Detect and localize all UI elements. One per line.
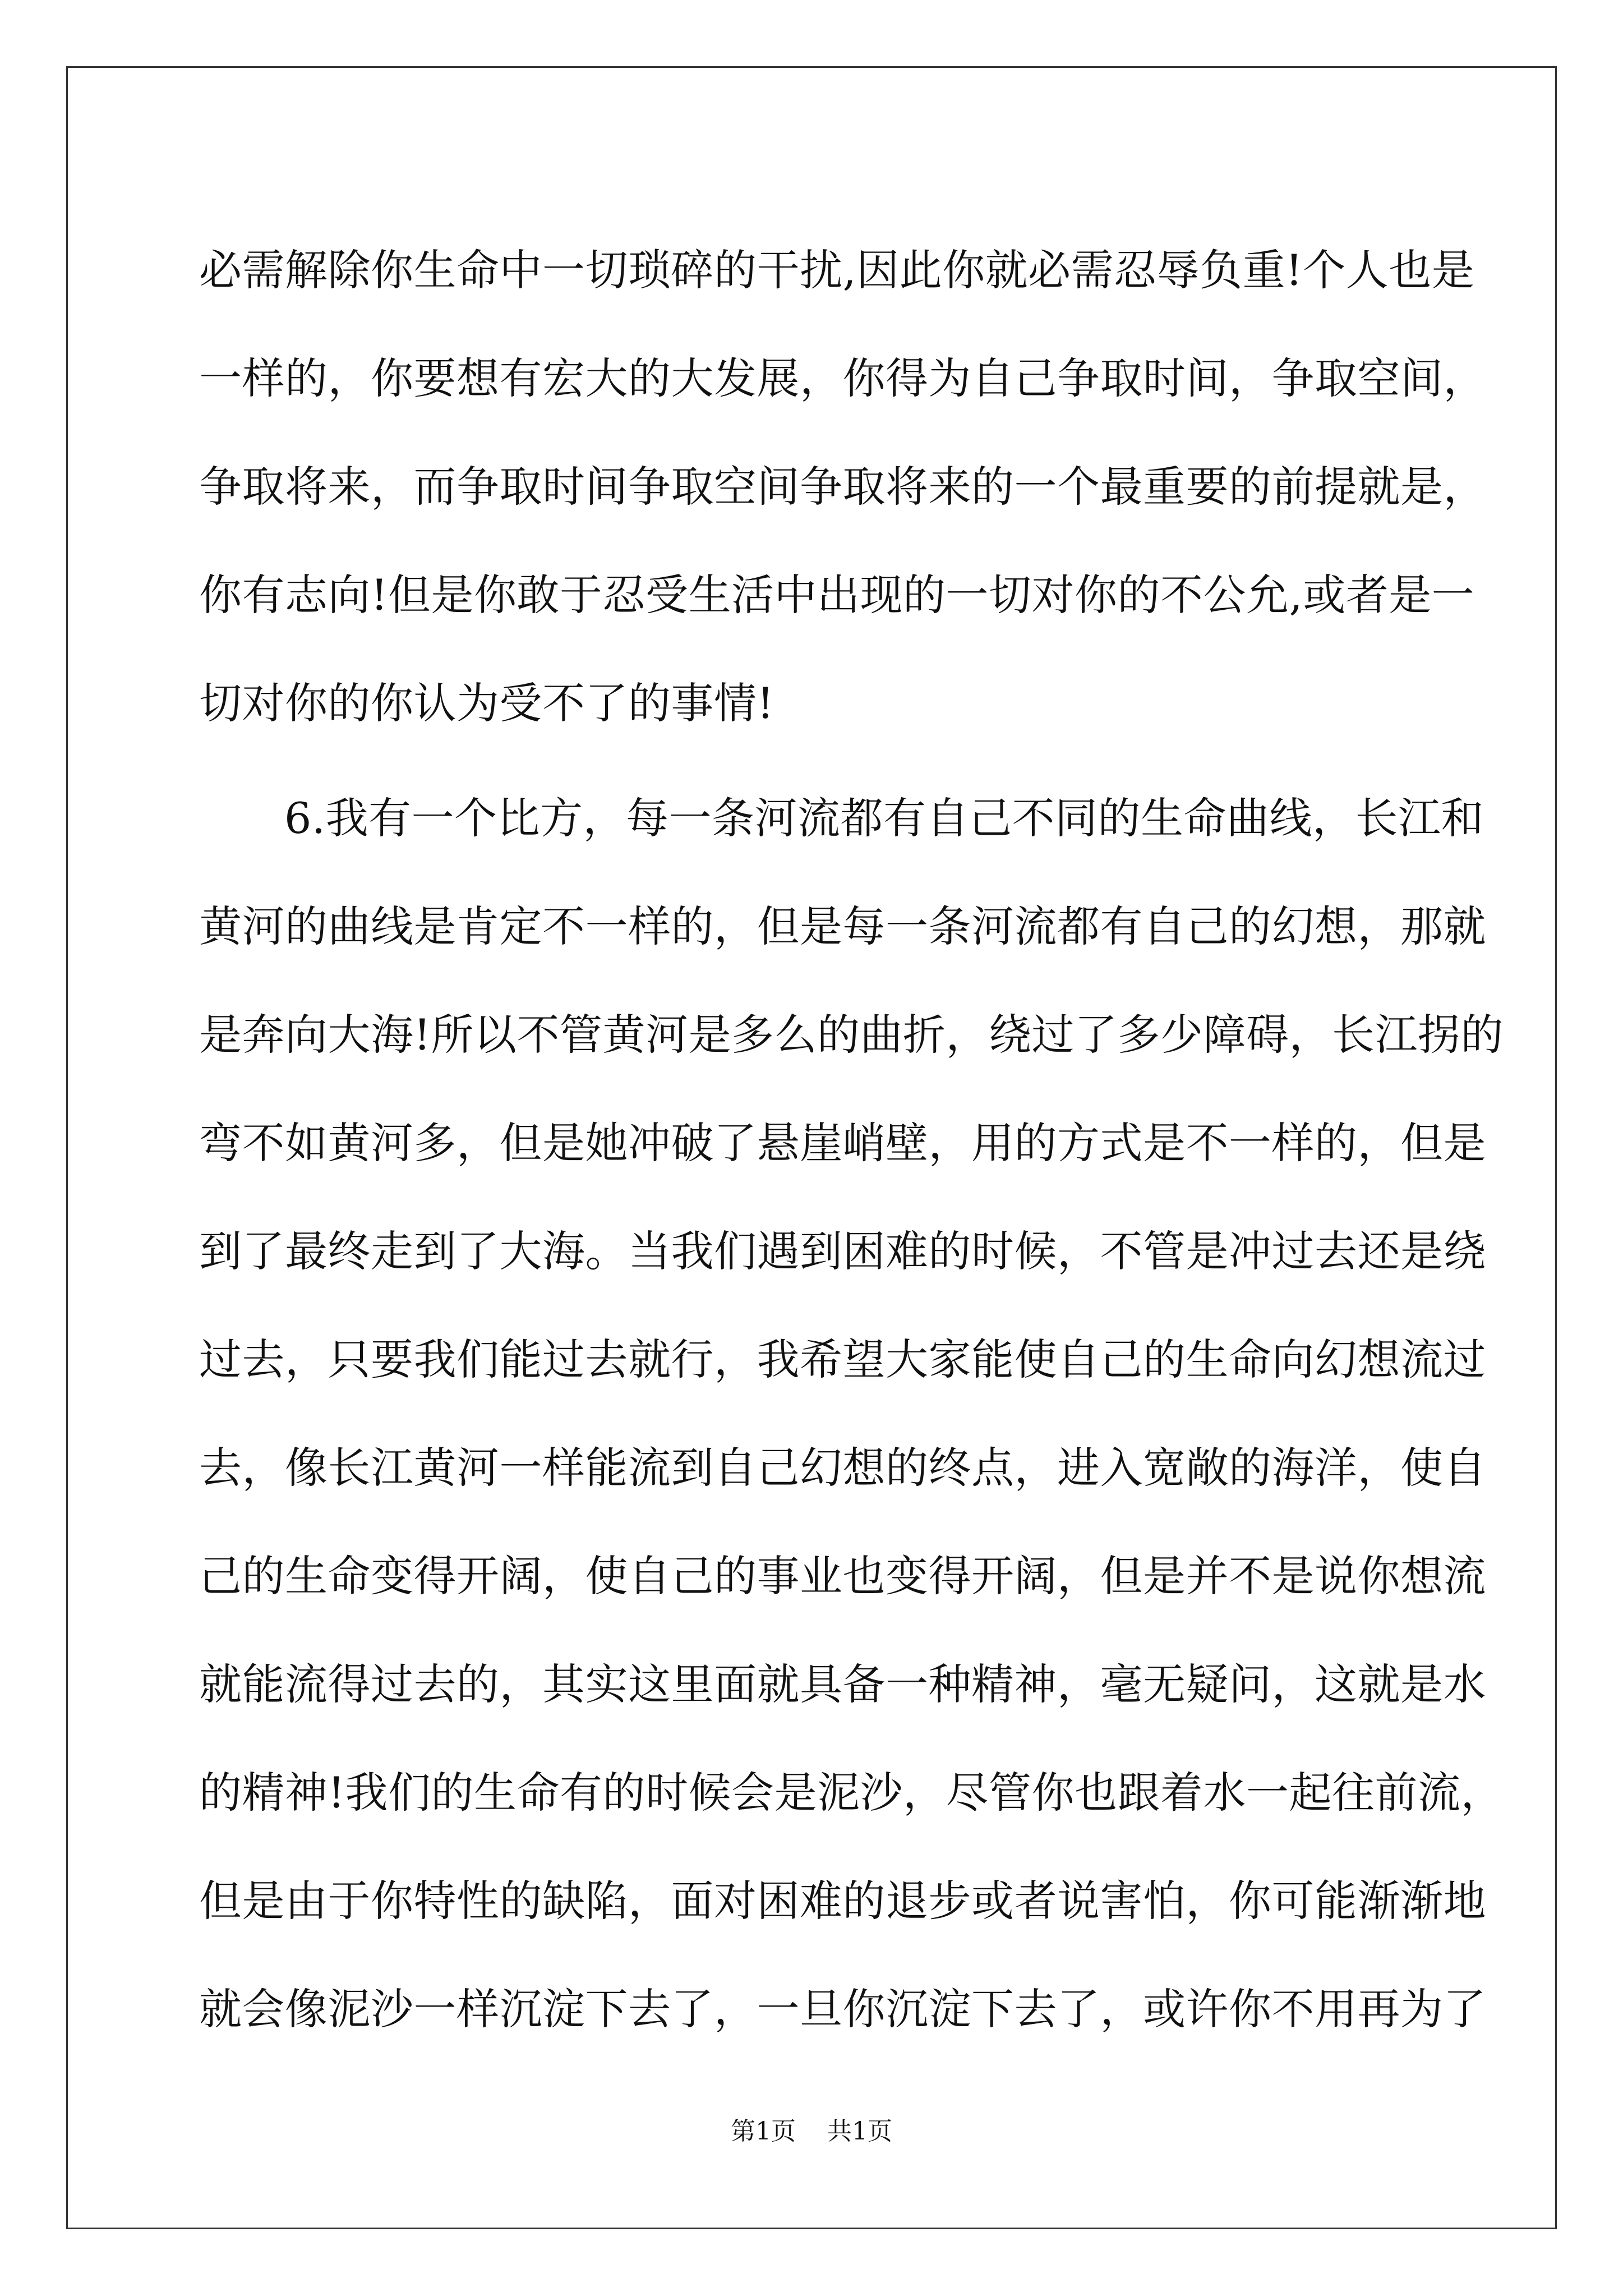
text-line: 你有志向!但是你敢于忍受生活中出现的一切对你的不公允,或者是一 (199, 570, 1475, 620)
text-line: 但是由于你特性的缺陷，面对困难的退步或者说害怕，你可能渐渐地 (199, 1876, 1486, 1926)
text-line: 切对你的你认为受不了的事情! (199, 678, 774, 728)
text-line: 弯不如黄河多，但是她冲破了悬崖峭壁，用的方式是不一样的，但是 (199, 1118, 1486, 1168)
text-line: 就能流得过去的，其实这里面就具备一种精神，毫无疑问，这就是水 (199, 1659, 1486, 1709)
text-line: 过去，只要我们能过去就行，我希望大家能使自己的生命向幻想流过 (199, 1335, 1486, 1384)
text-line: 黄河的曲线是肯定不一样的，但是每一条河流都有自己的幻想，那就 (199, 901, 1486, 951)
text-line: 己的生命变得开阔，使自己的事业也变得开阔，但是并不是说你想流 (199, 1551, 1486, 1601)
paragraph-2 (199, 764, 1504, 2063)
text-line: 必需解除你生命中一切琐碎的干扰,因此你就必需忍辱负重!个人也是 (199, 245, 1475, 295)
text-line: 一样的，你要想有宏大的大发展，你得为自己争取时间，争取空间， (199, 353, 1486, 403)
page-number-total: 共1页 (827, 2117, 892, 2146)
paragraph-1 (199, 216, 1486, 757)
text-line: 去，像长江黄河一样能流到自己幻想的终点，进入宽敞的海洋，使自 (199, 1443, 1486, 1493)
text-line: 是奔向大海!所以不管黄河是多么的曲折，绕过了多少障碍，长江拐的 (199, 1010, 1504, 1060)
page-footer (0, 2115, 1623, 2148)
text-line: 6.我有一个比方，每一条河流都有自己不同的生命曲线，长江和 (284, 793, 1484, 843)
text-line: 争取将来，而争取时间争取空间争取将来的一个最重要的前提就是， (199, 462, 1486, 512)
text-line: 到了最终走到了大海。当我们遇到困难的时候，不管是冲过去还是绕 (199, 1226, 1486, 1276)
text-line: 的精神!我们的生命有的时候会是泥沙，尽管你也跟着水一起往前流， (199, 1768, 1504, 1818)
page-number-current: 第1页 (731, 2117, 796, 2146)
text-line: 就会像泥沙一样沉淀下去了，一旦你沉淀下去了，或许你不用再为了 (199, 1984, 1486, 2034)
document-body (199, 216, 1504, 2063)
